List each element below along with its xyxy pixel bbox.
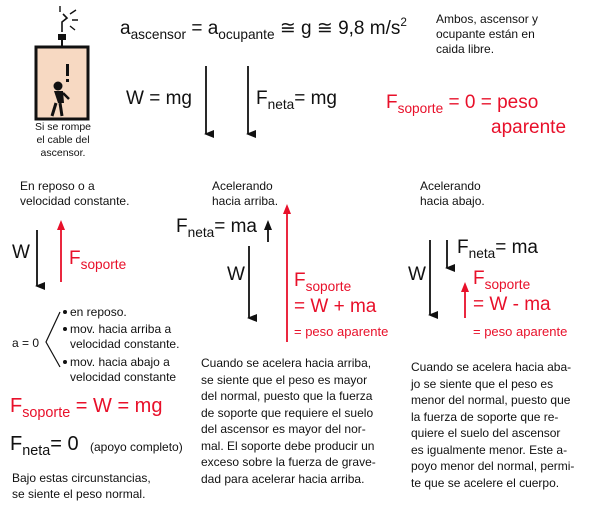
elevator-caption: Si se rompe el cable del ascensor. [34, 121, 92, 159]
condition-up: mov. hacia arriba a velocidad constante. [70, 322, 180, 351]
right-fsoporte-label: $F_{soporte}$ [473, 268, 531, 292]
left-fsoporte-label: $F_{soporte}$ [69, 248, 127, 272]
right-paragraph: Cuando se acelera hacia aba- jo se siente que el peso es menor del normal, puesto que la fuerza de soporte que re- quiere el suelo del ascensor es igualmente menor. Este a- poyo menor del normal, permi- te que se acelere el cuerpo. [411, 360, 575, 490]
fneta-zero-equation: $F_{neta}= 0$ [10, 433, 79, 460]
right-peso-aparente: = peso aparente [473, 324, 568, 339]
middle-paragraph: Cuando se acelera hacia arriba, se siente que el peso es mayor del normal, puesto que la fuerza de soporte que requiere el suelo del ascensor es mayor del nor- mal. El soporte debe producir un exceso sobre la fuerza de grave- dad para acelerar hacia arriba. [201, 356, 376, 486]
middle-header: Acelerando hacia arriba. [212, 179, 279, 208]
middle-fneta-label: $F_{neta}=$ ma [176, 216, 258, 240]
broken-cable-icon [60, 6, 78, 32]
weight-equation: W = mg [126, 88, 192, 109]
right-header: Acelerando hacia abajo. [420, 179, 485, 208]
acceleration-equation: $a_{ascensor} = a_{ocupante}$ ≅ g ≅ 9,8 $m/s^2$ [120, 15, 407, 42]
middle-peso-aparente: = peso aparente [294, 324, 389, 339]
aparente-label: aparente [491, 117, 567, 138]
right-fneta-label: $F_{neta}=$ ma [457, 237, 539, 261]
warning-icon [66, 64, 69, 82]
left-bottom-note: Bajo estas circunstancias, se siente el peso normal. [12, 471, 151, 501]
brace-icon [46, 310, 67, 367]
middle-w-label: W [227, 264, 245, 285]
fsoporte-zero-equation: $F_{soporte} = 0$ = peso [386, 92, 539, 116]
free-fall-note: Ambos, ascensor y ocupante están en caida libre. [436, 12, 539, 56]
left-w-label: W [12, 242, 30, 263]
condition-rest: en reposo. [70, 305, 127, 319]
middle-w-plus-ma: = W + ma [294, 296, 377, 317]
fsoporte-w-mg-equation: $F_{soporte} = W$ = mg [10, 395, 163, 422]
fneta-equation-top: $F_{neta}=$ mg [256, 88, 338, 112]
middle-fsoporte-label: $F_{soporte}$ [294, 270, 352, 294]
a-equals-zero: a = 0 [12, 336, 40, 350]
right-w-label: W [408, 264, 426, 285]
right-w-minus-ma: = W - ma [473, 294, 551, 315]
left-header: En reposo o a velocidad constante. [20, 179, 130, 208]
condition-down: mov. hacia abajo a velocidad constante [70, 355, 177, 384]
apoyo-completo: (apoyo completo) [90, 440, 183, 454]
